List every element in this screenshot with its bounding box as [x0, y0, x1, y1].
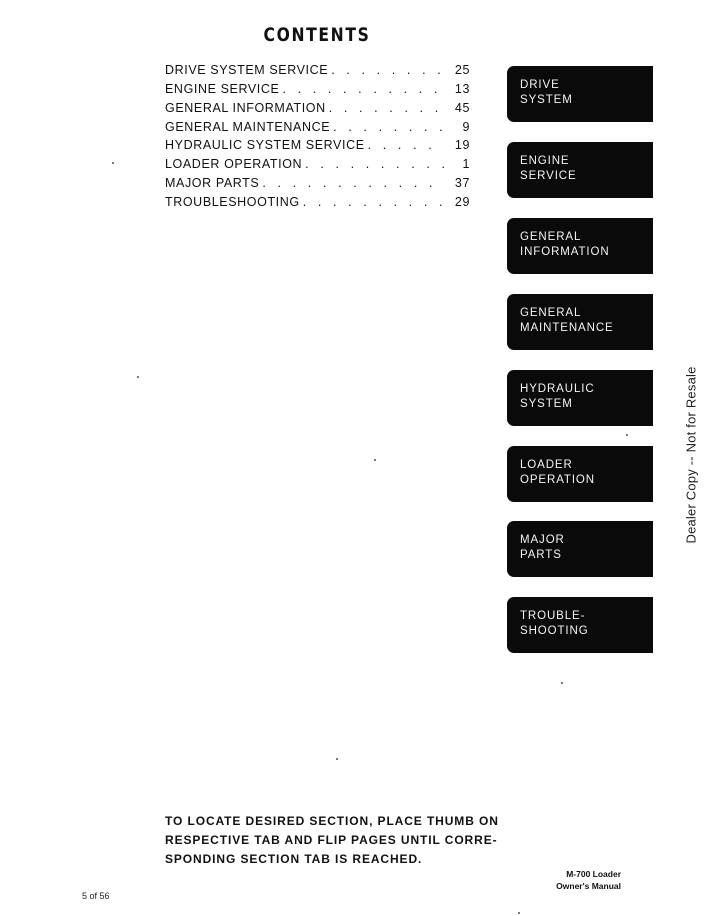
- toc-entry-label: MAJOR PARTS: [165, 176, 260, 191]
- manual-identifier: [556, 868, 621, 892]
- toc-entry-label: TROUBLESHOOTING: [165, 194, 300, 209]
- page-counter: 5 of 56: [82, 891, 110, 901]
- toc-entry-hydraulic-system-service[interactable]: [165, 138, 470, 157]
- toc-entry-engine-service[interactable]: [165, 82, 470, 101]
- tab-general-information[interactable]: [507, 218, 653, 274]
- instructions-line: SPONDING SECTION TAB IS REACHED.: [165, 852, 423, 866]
- page-title: CONTENTS: [263, 24, 371, 46]
- toc-entry-label: ENGINE SERVICE: [165, 81, 280, 96]
- toc-entry-page: 25: [454, 63, 470, 77]
- scan-speck: [336, 758, 338, 760]
- tab-general-maintenance[interactable]: [507, 294, 653, 350]
- instructions-paragraph: [165, 812, 499, 869]
- tab-loader-operation[interactable]: [507, 446, 653, 502]
- tab-label-line2: SHOOTING: [520, 625, 589, 637]
- tab-label-line1: ENGINE: [520, 155, 570, 167]
- dot-leader: [333, 120, 444, 134]
- toc-entry-page: 9: [462, 119, 470, 134]
- toc-entry-page: 45: [454, 100, 470, 115]
- tab-major-parts[interactable]: [507, 521, 653, 577]
- tab-troubleshooting[interactable]: [507, 597, 653, 653]
- dot-leader: [303, 195, 444, 209]
- toc-entry-general-information[interactable]: [165, 101, 470, 120]
- toc-entry-troubleshooting[interactable]: [165, 195, 470, 214]
- toc-entry-page: 1: [462, 157, 470, 172]
- tab-label-line1: HYDRAULIC: [520, 383, 595, 395]
- dot-leader: [368, 138, 444, 152]
- dot-leader: [282, 82, 444, 96]
- dot-leader: [331, 63, 444, 77]
- tab-label-line1: MAJOR: [520, 534, 565, 546]
- tab-label-line2: MAINTENANCE: [520, 322, 614, 334]
- tab-label-line1: LOADER: [520, 459, 573, 471]
- tab-label-line2: OPERATION: [520, 474, 595, 486]
- resale-watermark: Dealer Copy -- Not for Resale: [683, 366, 699, 544]
- dot-leader: [305, 157, 444, 171]
- instructions-line: TO LOCATE DESIRED SECTION, PLACE THUMB ON: [165, 814, 499, 828]
- manual-name: Owner's Manual: [556, 881, 621, 891]
- tab-drive-system[interactable]: [507, 66, 653, 122]
- scan-speck: [374, 459, 376, 461]
- tab-label-line2: SYSTEM: [520, 94, 573, 106]
- tab-label-line2: INFORMATION: [520, 246, 610, 258]
- toc-entry-label: GENERAL INFORMATION: [165, 100, 326, 115]
- tab-label-line1: TROUBLE-: [520, 610, 586, 622]
- toc-entry-page: 13: [454, 81, 470, 96]
- tab-label-line1: GENERAL: [520, 231, 582, 243]
- tab-label-line2: PARTS: [520, 549, 562, 561]
- scan-speck: [561, 682, 563, 684]
- dot-leader: [329, 101, 444, 115]
- toc-entry-label: DRIVE SYSTEM SERVICE: [165, 63, 329, 77]
- tab-label-line2: SYSTEM: [520, 398, 573, 410]
- toc-entry-label: LOADER OPERATION: [165, 157, 303, 172]
- toc-entry-general-maintenance[interactable]: [165, 120, 470, 139]
- scan-speck: [626, 434, 628, 436]
- toc-entry-label: HYDRAULIC SYSTEM SERVICE: [165, 138, 365, 153]
- toc-entry-major-parts[interactable]: [165, 176, 470, 195]
- instructions-line: RESPECTIVE TAB AND FLIP PAGES UNTIL CORRE-: [165, 833, 498, 847]
- toc-entry-page: 29: [454, 194, 470, 209]
- tab-engine-service[interactable]: [507, 142, 653, 198]
- toc-entry-label: GENERAL MAINTENANCE: [165, 119, 331, 134]
- scan-speck: [112, 162, 114, 164]
- tab-label-line1: DRIVE: [520, 79, 560, 91]
- tab-label-line2: SERVICE: [520, 170, 577, 182]
- toc-entry-loader-operation[interactable]: [165, 157, 470, 176]
- tab-label-line1: GENERAL: [520, 307, 582, 319]
- tab-hydraulic-system[interactable]: [507, 370, 653, 426]
- toc-entry-page: 19: [454, 138, 470, 153]
- dot-leader: [262, 176, 444, 190]
- toc-entry-drive-system-service[interactable]: [165, 63, 470, 82]
- model-name: M-700 Loader: [566, 869, 621, 879]
- table-of-contents: [165, 63, 470, 214]
- toc-entry-page: 37: [454, 176, 470, 191]
- scan-speck: [137, 376, 139, 378]
- scan-speck: [518, 912, 520, 914]
